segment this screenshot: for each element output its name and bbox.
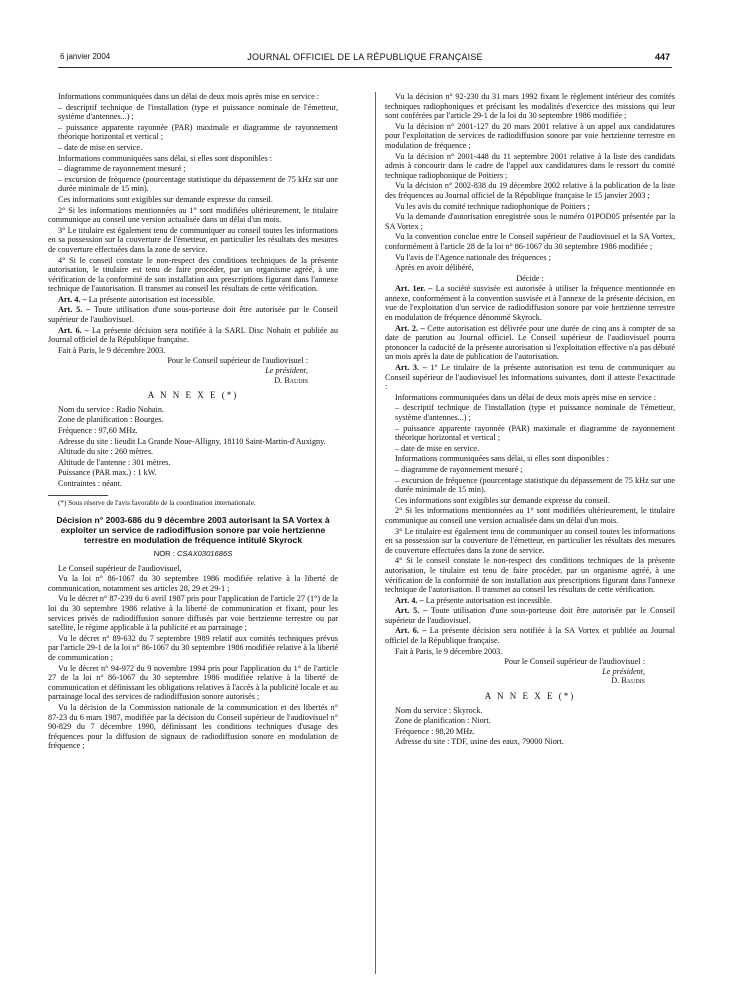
annex-line: Fréquence : 98,20 MHz.	[395, 726, 475, 736]
article-text: La présente décision sera notifiée à la SA Vortex et publiée au Journal officiel de la République française.	[385, 626, 675, 646]
paragraph: Vu la décision n° 2002-838 du 19 décembre 2002 relative à la publication de la liste des fréquences au Journal officiel de la République française le 15 janvier 2003 ;	[385, 181, 675, 200]
article-text: Toute utilisation d'une sous-porteuse doit être autorisée par le Conseil supérieur de l'audiovisuel.	[48, 305, 338, 325]
signing-place-date: Fait à Paris, le 9 décembre 2003.	[395, 646, 503, 656]
paragraph: Vu le décret n° 94-972 du 9 novembre 1994 pris pour l'application du 1° de l'article 27 de la loi n° 86-1067 du 30 septembre 1986 modifiée relative à la liberté de communication et définissant les obligations relatives à l'accès à la publicité locale et au parrainage local des services de radiodiffusion sonore autorisés ;	[48, 663, 338, 702]
list-item: – excursion de fréquence (pourcentage statistique du dépassement de 75 kHz sur une durée minimale de 15 min).	[58, 174, 338, 194]
article-3	[385, 363, 675, 392]
article-label: Art. 4. –	[395, 595, 424, 605]
list-item: – diagramme de rayonnement mesuré ;	[58, 164, 186, 174]
list-item: – date de mise en service.	[58, 142, 143, 152]
article-text: La présente décision sera notifiée à la SARL Disc Nohain et publiée au Journal officiel de la République française.	[48, 325, 338, 345]
paragraph: Vu la décision n° 92-230 du 31 mars 1992 fixant le règlement intérieur des comités techniques radiophoniques et précisant les modalités d'exercice des missions qui leur sont conférées par l'article 29-1 de la loi du 30 septembre 1986 modifiée ;	[385, 92, 675, 121]
signature-for: Pour le Conseil supérieur de l'audiovisuel :	[167, 356, 308, 366]
article-label: Art. 5. –	[395, 606, 428, 616]
article-4	[385, 596, 675, 606]
signature-name: D. Baudis	[611, 676, 645, 686]
paragraph: 3° Le titulaire est également tenu de communiquer au conseil toutes les informations en sa possession sur la couverture de l'émetteur, en particulier les résultats des mesures de couverture effectuées dans la zone de service.	[48, 225, 338, 254]
page-header	[60, 52, 670, 66]
article-6	[385, 626, 675, 645]
article-text: 1° Le titulaire de la présente autorisation est tenu de communiquer au Conseil supérieur de l'audiovisuel les informations suivantes, dont il atteste l'exactitude :	[385, 363, 675, 392]
list-item: – excursion de fréquence (pourcentage statistique du dépassement de 75 kHz sur une durée minimale de 15 min).	[395, 475, 675, 495]
paragraph: Informations communiquées sans délai, si elles sont disponibles :	[395, 454, 609, 464]
article-text: Cette autorisation est délivrée pour une durée de cinq ans à compter de sa date de parution au Journal officiel. Le Conseil supérieur de l'audiovisuel pourra prononcer la caducité de la présente autorisation si l'exploitation effective n'a pas débuté un mois après la date de publication de l'autorisation.	[385, 323, 675, 362]
signature-for: Pour le Conseil supérieur de l'audiovisuel :	[504, 657, 645, 667]
paragraph: 4° Si le conseil constate le non-respect des conditions techniques de la présente autorisation, le titulaire est tenu de faire procéder, par un organisme agréé, à une vérification de la conformité de son installation aux prescriptions figurant dans l'annexe technique de l'autorisation. Il transmet au conseil les résultats de cette vérification.	[385, 556, 675, 595]
paragraph: Le Conseil supérieur de l'audiovisuel,	[58, 563, 182, 573]
annex-line: Adresse du site : lieudit La Grande Noue-Alligny, 18110 Saint-Martin-d'Auxigny.	[58, 436, 326, 446]
signature-name: D. Baudis	[274, 375, 308, 385]
article-text: La société susvisée est autorisée à utiliser la fréquence mentionnée en annexe, conformément à la convention susvisée et à l'annexe de la présente décision, en vue de l'exploitation d'un service de radiodiffusion sonore par voie hertzienne terrestre en modulation de fréquence dénommé Skyrock.	[385, 284, 675, 323]
paragraph: Vu l'avis de l'Agence nationale des fréquences ;	[395, 252, 551, 262]
article-text: La présente autorisation est incessible.	[86, 294, 215, 304]
article-text: La présente autorisation est incessible.	[423, 595, 552, 605]
left-column	[48, 92, 338, 974]
paragraph: Informations communiquées dans un délai de deux mois après mise en service :	[58, 92, 320, 101]
column-divider	[375, 92, 376, 974]
annex-line: Zone de planification : Bourges.	[58, 415, 164, 425]
article-label: Art. 5. –	[58, 305, 91, 315]
annex-line: Nom du service : Skyrock.	[395, 705, 483, 715]
annex-line: Altitude du site : 260 mètres.	[58, 447, 154, 457]
list-item: – diagramme de rayonnement mesuré ;	[395, 464, 523, 474]
signature-block	[385, 657, 675, 686]
annex-line: Fréquence : 97,60 MHz.	[58, 426, 138, 435]
signing-place-date: Fait à Paris, le 9 décembre 2003.	[58, 345, 166, 355]
annex-line: Nom du service : Radio Nohain.	[58, 404, 164, 414]
annex-line: Contraintes : néant.	[58, 478, 122, 488]
journal-title: JOURNAL OFFICIEL DE LA RÉPUBLIQUE FRANÇAISE	[247, 52, 483, 62]
signature-title: Le président,	[602, 666, 645, 676]
article-label: Art. 1er. –	[395, 284, 433, 294]
annex-heading: A N N E X E (*)	[147, 390, 239, 401]
paragraph: Vu le décret n° 87-239 du 6 avril 1987 pris pour l'application de l'article 27 (1°) de la loi du 30 septembre 1986 relative à la liberté de communication et fixant, pour les services privés de radiodiffusion sonore diffusés par voie hertzienne terrestre ou par satellite, le régime applicable à la publicité et au parrainage ;	[48, 594, 338, 633]
paragraph: Vu la convention conclue entre le Conseil supérieur de l'audiovisuel et la SA Vortex, conformément à l'article 28 de la loi n° 86-1067 du 30 septembre 1986 modifiée ;	[385, 232, 675, 251]
article-5	[48, 305, 338, 324]
paragraph: Vu la décision de la Commission nationale de la communication et des libertés n° 87-23 du 6 mars 1987, modifiée par la décision du Conseil supérieur de l'audiovisuel n° 90-829 du 7 décembre 1990, définissant les conditions techniques d'usage des fréquences pour la diffusion de signaux de radiodiffusion sonore en modulation de fréquence ;	[48, 702, 338, 751]
decision-title: Décision n° 2003-686 du 9 décembre 2003 autorisant la SA Vortex à exploiter un service de radiodiffusion sonore par voie hertzienne terrestre en modulation de fréquence intitulé Skyrock	[56, 515, 330, 546]
paragraph: Ces informations sont exigibles sur demande expresse du conseil.	[395, 495, 610, 505]
annex-line: Zone de planification : Niort.	[395, 716, 491, 726]
article-label: Art. 6. –	[395, 626, 427, 636]
nor-code: CSAX0301686S	[176, 549, 233, 559]
footnote: (*) Sous réserve de l'avis favorable de la coordination internationale.	[58, 498, 256, 507]
paragraph: 3° Le titulaire est également tenu de communiquer au conseil toutes les informations en sa possession sur la couverture de l'émetteur, en particulier les résultats des mesures de couverture effectuées dans la zone de service.	[385, 526, 675, 555]
list-item: – date de mise en service.	[395, 443, 480, 453]
paragraph: 4° Si le conseil constate le non-respect des conditions techniques de la présente autorisation, le titulaire est tenu de faire procéder, par un organisme agréé, à une vérification de la conformité de son installation aux prescriptions figurant dans l'annexe technique de l'autorisation. Il transmet au conseil les résultats de cette vérification.	[48, 255, 338, 294]
paragraph: Vu la loi n° 86-1067 du 30 septembre 1986 modifiée relative à la liberté de communication, notamment ses articles 28, 29 et 29-1 ;	[48, 574, 338, 593]
paragraph: Après en avoir délibéré,	[395, 263, 474, 273]
issue-date: 6 janvier 2004	[60, 52, 111, 61]
list-item: – puissance apparente rayonnée (PAR) maximale et diagramme de rayonnement théorique horizontal et vertical ;	[395, 423, 675, 443]
signature-block	[48, 356, 338, 385]
paragraph: Vu la décision n° 2001-127 du 20 mars 2001 relative à un appel aux candidatures pour l'exploitation de services de radiodiffusion sonore par voie hertzienne terrestre en modulation de fréquence ;	[385, 121, 675, 150]
list-item: – puissance apparente rayonnée (PAR) maximale et diagramme de rayonnement théorique horizontal et vertical ;	[58, 122, 338, 142]
article-6	[48, 326, 338, 345]
header-rule	[58, 67, 672, 68]
paragraph: Informations communiquées dans un délai de deux mois après mise en service :	[395, 392, 657, 402]
article-2	[385, 324, 675, 362]
right-column	[385, 92, 675, 974]
paragraph: 2° Si les informations mentionnées au 1° sont modifiées ultérieurement, le titulaire communique au conseil une version actualisée dans un délai d'un mois.	[48, 205, 338, 225]
annex-heading: A N N E X E (*)	[484, 691, 576, 702]
decide-heading: Décide :	[516, 273, 544, 283]
annex-line: Adresse du site : TDF, usine des eaux, 79000 Niort.	[395, 737, 564, 747]
annex-line: Altitude de l'antenne : 301 mètres.	[58, 457, 171, 467]
paragraph: Vu la décision n° 2001-448 du 11 septembre 2001 relative à la liste des candidats admis à concourir dans le cadre de l'appel aux candidatures dans le ressort du comité technique radiophonique de Poitiers ;	[385, 151, 675, 180]
paragraph: Informations communiquées sans délai, si elles sont disponibles :	[58, 153, 272, 163]
article-label: Art. 4. –	[58, 294, 87, 304]
paragraph: Ces informations sont exigibles sur demande expresse du conseil.	[58, 194, 273, 204]
annex-line: Puissance (PAR max.) : 1 kW.	[58, 468, 157, 478]
article-5	[385, 606, 675, 625]
signature-title: Le président,	[265, 366, 308, 376]
list-item: – descriptif technique de l'installation (type et puissance nominale de l'émetteur, système d'antennes...) ;	[58, 102, 338, 122]
article-label: Art. 6. –	[58, 325, 89, 335]
article-label: Art. 2. –	[395, 323, 425, 333]
page-number: 447	[654, 52, 670, 62]
nor-reference	[48, 549, 338, 559]
list-item: – descriptif technique de l'installation (type et puissance nominale de l'émetteur, système d'antennes...) ;	[395, 403, 675, 422]
paragraph: Vu la demande d'autorisation enregistrée sous le numéro 01POD05 présentée par la SA Vortex ;	[385, 212, 675, 231]
nor-label: NOR :	[153, 549, 177, 559]
paragraph: Vu les avis du comité technique radiophonique de Poitiers ;	[395, 201, 590, 211]
article-1	[385, 284, 675, 322]
article-label: Art. 3. –	[395, 363, 427, 373]
paragraph: 2° Si les informations mentionnées au 1° sont modifiées ultérieurement, le titulaire communique au conseil une version actualisée dans un délai d'un mois.	[385, 506, 675, 525]
article-text: Toute utilisation d'une sous-porteuse doit être autorisée par le Conseil supérieur de l'audiovisuel.	[385, 606, 675, 625]
paragraph: Vu le décret n° 89-632 du 7 septembre 1989 relatif aux comités techniques prévus par l'article 29-1 de la loi n° 86-1067 du 30 septembre 1986 modifiée relative à la liberté de communication ;	[48, 633, 338, 662]
footnote-rule	[48, 495, 108, 496]
article-4	[48, 295, 338, 305]
